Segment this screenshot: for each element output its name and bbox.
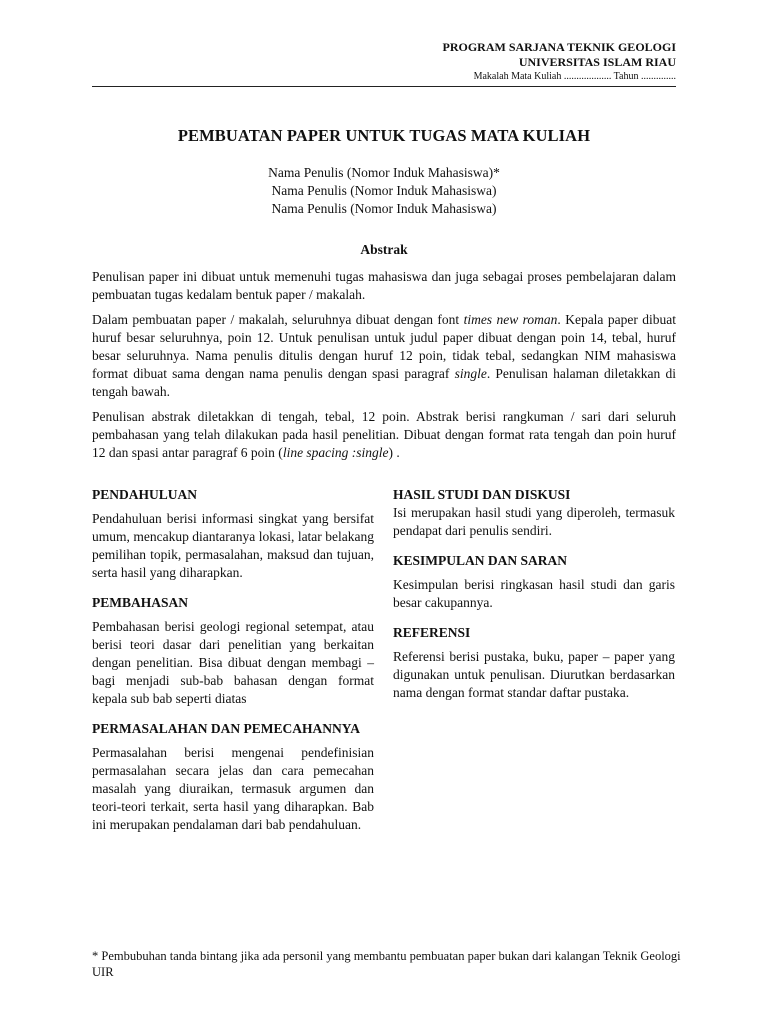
abstract-paragraph: Dalam pembuatan paper / makalah, seluruhnya dibuat dengan font times new roman. Kepala paper dibuat huruf besar seluruhnya, poin 12. Untuk penulisan untuk judul paper dibuat dengan poin 14, tebal, huruf besar seluruhnya. Nama penulis ditulis dengan huruf 12 poin, tidak tebal, sedangkan NIM mahasiswa format dibuat sama dengan nama penulis dengan spasi paragraf single. Penulisan halaman diletakkan di tengah bawah. (92, 312, 676, 399)
course-line: Makalah Mata Kuliah ................... Tahun .............. (473, 71, 676, 82)
right-column (393, 486, 675, 714)
abstract-heading: Abstrak (360, 242, 408, 257)
section-kesimpulan (393, 552, 675, 612)
paper-title: PEMBUATAN PAPER UNTUK TUGAS MATA KULIAH (177, 126, 591, 145)
section-pendahuluan (92, 486, 374, 582)
section-heading: HASIL STUDI DAN DISKUSI (393, 487, 571, 502)
footnote: * Pembubuhan tanda bintang jika ada personil yang membantu pembuatan paper bukan dari kalangan Teknik Geologi UIR (92, 949, 681, 979)
left-column (92, 486, 374, 846)
section-text: Isi merupakan hasil studi yang diperoleh, termasuk pendapat dari penulis sendiri. (393, 505, 675, 538)
university-name: UNIVERSITAS ISLAM RIAU (518, 55, 676, 69)
section-heading: PENDAHULUAN (92, 487, 198, 502)
section-heading: PEMBAHASAN (92, 595, 189, 610)
abstract-body (92, 268, 676, 469)
author-line: Nama Penulis (Nomor Induk Mahasiswa) (271, 201, 497, 216)
program-name: PROGRAM SARJANA TEKNIK GEOLOGI (442, 40, 676, 54)
section-text: Permasalahan berisi mengenai pendefinisian permasalahan secara jelas dan cara pemecahan masalah yang diuraikan, termasuk argumen dan teori-teori terkait, serta hasil yang diharapkan. Bab ini merupakan pendalaman dari bab pendahuluan. (92, 745, 374, 832)
author-list (0, 164, 768, 218)
section-text: Pendahuluan berisi informasi singkat yang bersifat umum, mencakup diantaranya lokasi, latar belakang pemilihan topik, permasalahan, maksud dan tujuan, serta hasil yang diharapkan. (92, 511, 374, 580)
section-permasalahan (92, 720, 374, 834)
abstract-paragraph: Penulisan abstrak diletakkan di tengah, tebal, 12 poin. Abstrak berisi rangkuman / sari dari seluruh pembahasan yang telah dilakukan pada hasil penelitian. Dibuat dengan format rata tengah dan poin huruf 12 dan spasi antar paragraf 6 poin (line spacing :single) . (92, 409, 676, 460)
section-text: Referensi berisi pustaka, buku, paper – paper yang digunakan untuk penulisan. Diurutkan berdasarkan nama dengan format standar daftar pustaka. (393, 649, 675, 700)
section-hasil (393, 486, 675, 540)
header-divider (92, 86, 676, 87)
page-header (443, 40, 676, 84)
section-heading: PERMASALAHAN DAN PEMECAHANNYA (92, 721, 361, 736)
section-heading: REFERENSI (393, 625, 471, 640)
author-line: Nama Penulis (Nomor Induk Mahasiswa) (271, 183, 497, 198)
author-line: Nama Penulis (Nomor Induk Mahasiswa)* (268, 165, 500, 180)
section-pembahasan (92, 594, 374, 708)
abstract-paragraph: Penulisan paper ini dibuat untuk memenuhi tugas mahasiswa dan juga sebagai proses pembelajaran dalam pembuatan tugas kedalam bentuk paper / makalah. (92, 269, 676, 302)
section-referensi (393, 624, 675, 702)
section-text: Pembahasan berisi geologi regional setempat, atau berisi teori dasar dari penelitian yang berkaitan dengan penelitian. Bisa dibuat dengan membagi – bagi menjadi sub-bab bahasan dengan format kepala sub bab seperti diatas (92, 619, 374, 706)
section-text: Kesimpulan berisi ringkasan hasil studi dan garis besar cakupannya. (393, 577, 675, 610)
section-heading: KESIMPULAN DAN SARAN (393, 553, 568, 568)
